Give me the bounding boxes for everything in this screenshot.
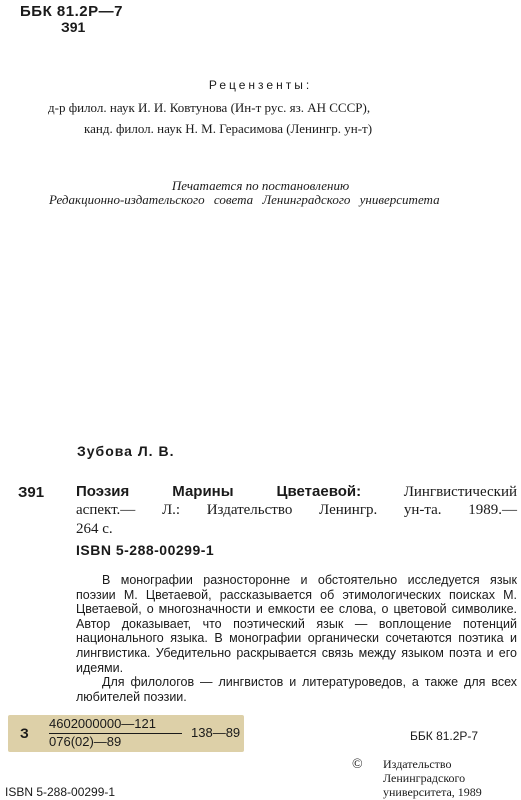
bbk-code-bottom: ББК 81.2Р-7 [410,729,479,743]
reviewers-heading: Рецензенты: [208,78,313,92]
abstract-paragraph-2: Для филологов — лингвистов и литературоведов, а также для всех любителей поэзии. [76,675,517,704]
imprimatur-line-2: Редакционно-издательского совета Ленинградского университета [49,192,440,207]
label-numerator: 4602000000—121 [49,716,156,731]
imprimatur-line-1: Печатается по постановлению [171,178,350,193]
author-name: Зубова Л. В. [77,443,175,459]
copyright-sign: © [352,757,363,772]
catalog-code-top: З91 [61,19,86,35]
bbk-code-top: ББК 81.2Р—7 [20,3,123,20]
abstract [76,573,517,704]
book-title: Поэзия Марины Цветаевой: [76,483,362,500]
label-prefix: З [20,725,29,741]
label-denominator: 076(02)—89 [49,734,122,749]
publisher-line-2: Ленинградского [383,771,466,785]
publisher-line-1: Издательство [383,757,452,771]
price-label [8,715,244,752]
reviewer-2: канд. филол. наук Н. М. Герасимова (Ленингр. ун-т) [84,121,373,136]
catalog-title-line-1 [76,483,517,501]
book-subtitle: Лингвистический [361,484,517,500]
publisher-line-3: университета, 1989 [383,785,482,799]
catalog-title-line-2: аспект.— Л.: Издательство Ленингр. ун-та. 1989.— [76,502,517,518]
abstract-paragraph-1: В монографии разносторонне и обстоятельно исследуется язык поэзии М. Цветаевой, рассказывается об этимологических поисках М. Цветаевой, о многозначности и емкости ее слова, о цветовой символике. Автор доказывает, что поэтический язык — воплощение потенций национального языка. В монографии органически сочетаются поэтика и лингвистика. Убедительно раскрывается связь между языком поэта и его идеями. [76,573,517,675]
reviewer-1: д-р филол. наук И. И. Ковтунова (Ин-т рус. яз. АН СССР), [48,100,371,115]
catalog-title-line-3: 264 с. [76,521,113,537]
isbn-main: ISBN 5-288-00299-1 [76,542,215,558]
catalog-code: З91 [18,484,45,501]
label-side-code: 138—89 [191,725,241,740]
isbn-bottom: ISBN 5-288-00299-1 [5,785,116,799]
